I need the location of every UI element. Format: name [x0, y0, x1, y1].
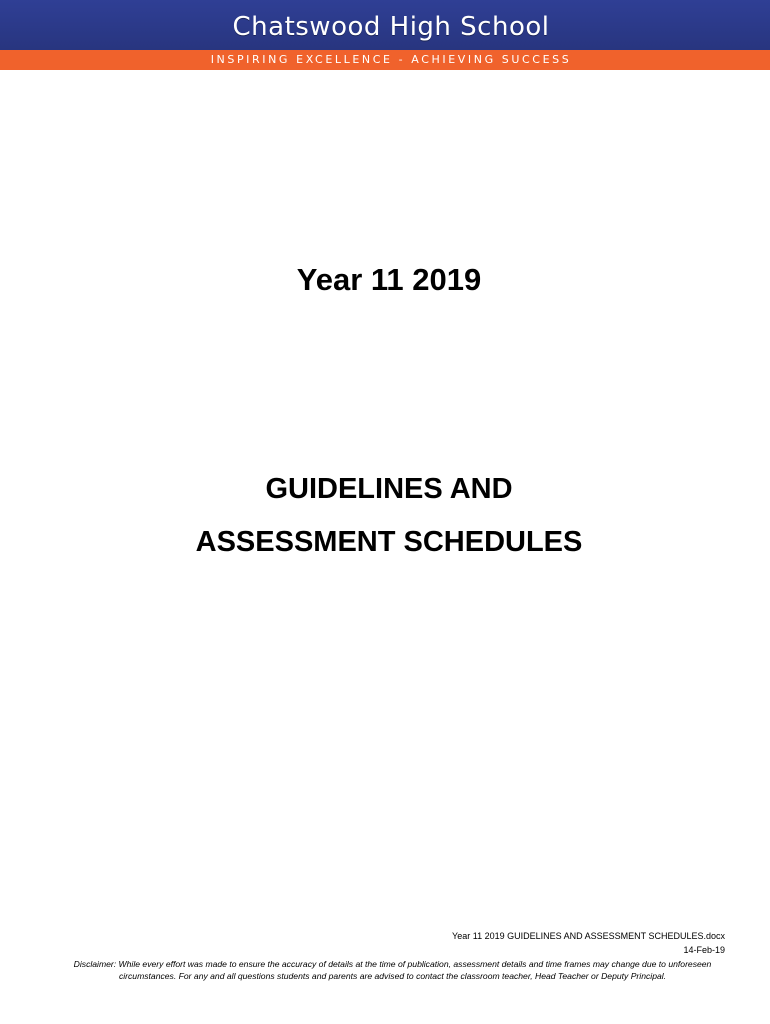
year-title: Year 11 2019: [296, 262, 482, 297]
school-motto: INSPIRING EXCELLENCE - ACHIEVING SUCCESS: [210, 53, 572, 66]
school-name: Chatswood High School: [232, 12, 550, 42]
footer-date: 14-Feb-19: [683, 945, 725, 955]
school-banner: [0, 0, 770, 70]
document-title-line1: GUIDELINES AND: [265, 473, 513, 505]
document-title-line2: ASSESSMENT SCHEDULES: [195, 526, 583, 558]
footer-filename: Year 11 2019 GUIDELINES AND ASSESSMENT SCHEDULES.docx: [452, 931, 725, 941]
footer-disclaimer: Disclaimer: While every effort was made to ensure the accuracy of details at the time of publication, assessment details and time frames may change due to unforeseen circumstances. For any and all questions students and parents are advised to contact the classroom teacher, Head Teacher or Deputy Principal.: [73, 959, 712, 981]
